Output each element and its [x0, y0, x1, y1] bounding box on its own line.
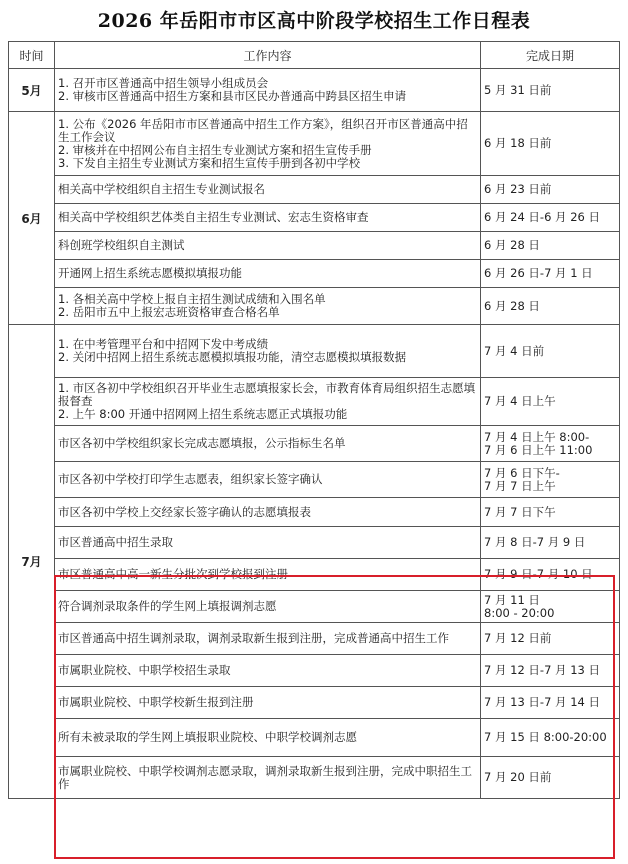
date-cell: [481, 426, 620, 462]
content-cell: [55, 112, 481, 176]
content-cell: [55, 288, 481, 325]
date-line: 7 月 7 日下午: [484, 504, 556, 519]
table-header-row: [9, 42, 620, 69]
date-cell: [481, 559, 620, 591]
date-cell: [481, 462, 620, 498]
date-line: 5 月 31 日前: [484, 82, 552, 97]
date-line: 6 月 26 日-7 月 1 日: [484, 266, 593, 280]
date-line: 6 月 28 日: [484, 298, 540, 313]
content-cell: [55, 462, 481, 498]
table-row: [9, 288, 620, 325]
table-row: [9, 559, 620, 591]
date-line: 7 月 6 日上午 11:00: [484, 442, 593, 457]
content-cell: [55, 176, 481, 204]
content-line: 2. 审核并在中招网公布自主招生专业测试方案和招生宣传手册: [58, 142, 372, 157]
content-line: 2. 关闭中招网上招生系统志愿模拟填报功能，清空志愿模拟填报数据: [58, 350, 407, 364]
date-cell: [481, 757, 620, 799]
table-row: [9, 378, 620, 426]
content-line: 所有未被录取的学生网上填报职业院校、中职学校调剂志愿: [58, 730, 357, 744]
date-line: 6 月 23 日前: [484, 182, 552, 196]
date-line: 8:00 - 20:00: [484, 605, 555, 620]
content-cell: [55, 559, 481, 591]
table-row: [9, 655, 620, 687]
date-cell: [481, 232, 620, 260]
date-cell: [481, 204, 620, 232]
date-line: 6 月 28 日: [484, 238, 540, 252]
date-cell: [481, 176, 620, 204]
table-row: [9, 623, 620, 655]
content-line: 市属职业院校、中职学校调剂志愿录取，调剂录取新生报到注册，完成中职招生工作: [58, 763, 472, 791]
content-line: 1. 在中考管理平台和中招网下发中考成绩: [58, 337, 269, 351]
content-line: 市区普通高中招生录取: [58, 535, 173, 549]
date-cell: [481, 527, 620, 559]
table-row: [9, 757, 620, 799]
content-line: 符合调剂录取条件的学生网上填报调剂志愿: [58, 599, 277, 613]
content-line: 2. 岳阳市五中上报宏志班资格审查合格名单: [58, 305, 280, 319]
table-row: [9, 498, 620, 527]
table-row: [9, 176, 620, 204]
month-cell: 6月: [9, 112, 55, 325]
date-line: 7 月 7 日上午: [484, 478, 556, 493]
table-row: [9, 232, 620, 260]
date-line: 7 月 4 日上午 8:00-: [484, 429, 590, 444]
table-row: [9, 527, 620, 559]
content-cell: [55, 232, 481, 260]
content-cell: [55, 527, 481, 559]
date-line: 6 月 24 日-6 月 26 日: [484, 210, 600, 224]
date-cell: [481, 687, 620, 719]
table-row: [9, 591, 620, 623]
date-line: 7 月 11 日: [484, 592, 540, 607]
content-cell: [55, 498, 481, 527]
table-row: [9, 687, 620, 719]
content-line: 市区普通高中高一新生分批次到学校报到注册: [58, 567, 288, 581]
date-cell: [481, 69, 620, 112]
content-cell: [55, 69, 481, 112]
date-line: 7 月 8 日-7 月 9 日: [484, 535, 586, 549]
month-cell: 7月: [9, 325, 55, 799]
content-cell: [55, 591, 481, 623]
date-cell: [481, 378, 620, 426]
content-line: 3. 下发自主招生专业测试方案和招生宣传手册到各初中学校: [58, 155, 361, 170]
date-line: 7 月 9 日-7 月 10 日: [484, 567, 593, 581]
header-date: 完成日期: [481, 42, 620, 69]
content-cell: [55, 655, 481, 687]
date-line: 7 月 12 日-7 月 13 日: [484, 663, 600, 677]
date-line: 7 月 4 日前: [484, 343, 545, 358]
content-cell: [55, 204, 481, 232]
content-cell: [55, 623, 481, 655]
content-line: 科创班学校组织自主测试: [58, 238, 185, 252]
content-line: 相关高中学校组织自主招生专业测试报名: [58, 182, 265, 196]
table-row: [9, 69, 620, 112]
content-line: 1. 召开市区普通高中招生领导小组成员会: [58, 76, 269, 90]
content-cell: [55, 426, 481, 462]
date-cell: [481, 325, 620, 378]
content-cell: [55, 260, 481, 288]
content-line: 市属职业院校、中职学校新生报到注册: [58, 695, 254, 709]
content-cell: [55, 719, 481, 757]
content-line: 市区各初中学校上交经家长签字确认的志愿填报表: [58, 504, 311, 519]
date-line: 7 月 12 日前: [484, 631, 552, 645]
date-cell: [481, 655, 620, 687]
date-cell: [481, 288, 620, 325]
table-row: [9, 719, 620, 757]
content-line: 开通网上招生系统志愿模拟填报功能: [58, 266, 242, 280]
date-cell: [481, 719, 620, 757]
date-cell: [481, 498, 620, 527]
schedule-table: [8, 41, 620, 799]
table-row: [9, 462, 620, 498]
date-line: 7 月 15 日 8:00-20:00: [484, 730, 607, 744]
content-line: 市区各初中学校打印学生志愿表，组织家长签字确认: [58, 472, 323, 486]
date-cell: [481, 623, 620, 655]
content-line: 1. 市区各初中学校组织召开毕业生志愿填报家长会，市教育体育局组织招生志愿填报督查: [58, 381, 476, 408]
content-cell: [55, 378, 481, 426]
table-row: [9, 426, 620, 462]
content-line: 2. 上午 8:00 开通中招网网上招生系统志愿正式填报功能: [58, 407, 348, 421]
date-cell: [481, 112, 620, 176]
content-line: 相关高中学校组织艺体类自主招生专业测试、宏志生资格审查: [58, 210, 369, 224]
content-cell: [55, 757, 481, 799]
content-line: 1. 公布《2026 年岳阳市市区普通高中招生工作方案》，组织召开市区普通高中招生工作会议: [58, 116, 468, 144]
table-row: [9, 325, 620, 378]
table-row: [9, 112, 620, 176]
header-content: 工作内容: [55, 42, 481, 69]
content-line: 1. 各相关高中学校上报自主招生测试成绩和入围名单: [58, 292, 326, 306]
page-title: 2026 年岳阳市市区高中阶段学校招生工作日程表: [97, 10, 531, 32]
table-row: [9, 260, 620, 288]
date-line: 7 月 20 日前: [484, 770, 552, 784]
date-line: 7 月 6 日下午-: [484, 465, 560, 480]
month-cell: 5月: [9, 69, 55, 112]
date-line: 6 月 18 日前: [484, 136, 552, 150]
content-line: 2. 审核市区普通高中招生方案和县市区民办普通高中跨县区招生申请: [58, 89, 407, 103]
content-line: 市属职业院校、中职学校招生录取: [58, 663, 231, 677]
date-line: 7 月 13 日-7 月 14 日: [484, 695, 600, 709]
date-line: 7 月 4 日上午: [484, 394, 556, 408]
content-line: 市区各初中学校组织家长完成志愿填报，公示指标生名单: [58, 436, 346, 450]
date-cell: [481, 591, 620, 623]
content-line: 市区普通高中招生调剂录取，调剂录取新生报到注册，完成普通高中招生工作: [58, 631, 449, 645]
header-time: 时间: [9, 42, 55, 69]
content-cell: [55, 325, 481, 378]
date-cell: [481, 260, 620, 288]
content-cell: [55, 687, 481, 719]
table-row: [9, 204, 620, 232]
